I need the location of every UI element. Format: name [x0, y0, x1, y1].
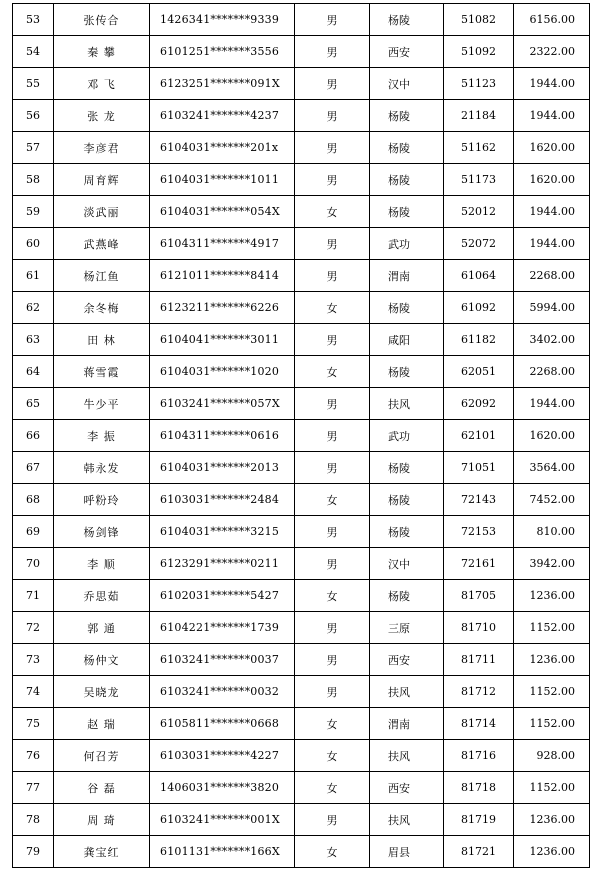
row-number-cell: 73 — [13, 644, 54, 676]
name-cell: 何召芳 — [54, 740, 150, 772]
table-row — [13, 260, 590, 292]
gender-cell: 男 — [295, 612, 370, 644]
place-cell: 杨陵 — [370, 4, 444, 36]
table-body — [13, 4, 590, 868]
amount-cell: 1944.00 — [514, 388, 590, 420]
id-number-cell: 6104031*******1011 — [150, 164, 295, 196]
amount-cell: 2268.00 — [514, 356, 590, 388]
gender-cell: 女 — [295, 836, 370, 868]
gender-cell: 男 — [295, 644, 370, 676]
row-number-cell: 68 — [13, 484, 54, 516]
place-cell: 西安 — [370, 644, 444, 676]
row-number-cell: 64 — [13, 356, 54, 388]
gender-cell: 男 — [295, 516, 370, 548]
code-cell: 61182 — [444, 324, 514, 356]
table-row — [13, 676, 590, 708]
code-cell: 72161 — [444, 548, 514, 580]
amount-cell: 3402.00 — [514, 324, 590, 356]
code-cell: 62092 — [444, 388, 514, 420]
code-cell: 81712 — [444, 676, 514, 708]
name-cell: 谷 磊 — [54, 772, 150, 804]
id-number-cell: 6104311*******0616 — [150, 420, 295, 452]
name-cell: 赵 瑞 — [54, 708, 150, 740]
name-cell: 淡武丽 — [54, 196, 150, 228]
gender-cell: 男 — [295, 132, 370, 164]
amount-cell: 7452.00 — [514, 484, 590, 516]
place-cell: 杨陵 — [370, 196, 444, 228]
code-cell: 51173 — [444, 164, 514, 196]
place-cell: 杨陵 — [370, 292, 444, 324]
table-row — [13, 548, 590, 580]
place-cell: 杨陵 — [370, 452, 444, 484]
table-row — [13, 292, 590, 324]
place-cell: 扶风 — [370, 388, 444, 420]
table-row — [13, 644, 590, 676]
id-number-cell: 6104031*******1020 — [150, 356, 295, 388]
table-row — [13, 740, 590, 772]
amount-cell: 1152.00 — [514, 708, 590, 740]
row-number-cell: 63 — [13, 324, 54, 356]
amount-cell: 1152.00 — [514, 772, 590, 804]
name-cell: 武燕峰 — [54, 228, 150, 260]
code-cell: 81710 — [444, 612, 514, 644]
place-cell: 三原 — [370, 612, 444, 644]
gender-cell: 女 — [295, 772, 370, 804]
id-number-cell: 6105811*******0668 — [150, 708, 295, 740]
place-cell: 杨陵 — [370, 580, 444, 612]
name-cell: 邓 飞 — [54, 68, 150, 100]
place-cell: 杨陵 — [370, 100, 444, 132]
table-row — [13, 516, 590, 548]
table-row — [13, 356, 590, 388]
gender-cell: 男 — [295, 164, 370, 196]
table-row — [13, 132, 590, 164]
place-cell: 渭南 — [370, 260, 444, 292]
place-cell: 咸阳 — [370, 324, 444, 356]
id-number-cell: 6102031*******5427 — [150, 580, 295, 612]
gender-cell: 女 — [295, 580, 370, 612]
amount-cell: 1152.00 — [514, 612, 590, 644]
code-cell: 52072 — [444, 228, 514, 260]
code-cell: 72153 — [444, 516, 514, 548]
table-row — [13, 164, 590, 196]
data-table — [12, 3, 590, 868]
name-cell: 韩永发 — [54, 452, 150, 484]
amount-cell: 810.00 — [514, 516, 590, 548]
name-cell: 周 琦 — [54, 804, 150, 836]
place-cell: 杨陵 — [370, 516, 444, 548]
id-number-cell: 6104221*******1739 — [150, 612, 295, 644]
id-number-cell: 6101251*******3556 — [150, 36, 295, 68]
id-number-cell: 6123291*******0211 — [150, 548, 295, 580]
id-number-cell: 6104031*******201x — [150, 132, 295, 164]
row-number-cell: 65 — [13, 388, 54, 420]
table-row — [13, 580, 590, 612]
place-cell: 杨陵 — [370, 164, 444, 196]
amount-cell: 3564.00 — [514, 452, 590, 484]
table-row — [13, 4, 590, 36]
id-number-cell: 6104031*******2013 — [150, 452, 295, 484]
name-cell: 杨江鱼 — [54, 260, 150, 292]
row-number-cell: 61 — [13, 260, 54, 292]
gender-cell: 男 — [295, 36, 370, 68]
code-cell: 52012 — [444, 196, 514, 228]
table-row — [13, 36, 590, 68]
amount-cell: 1620.00 — [514, 132, 590, 164]
place-cell: 西安 — [370, 772, 444, 804]
row-number-cell: 53 — [13, 4, 54, 36]
table-row — [13, 324, 590, 356]
name-cell: 吴晓龙 — [54, 676, 150, 708]
table-row — [13, 420, 590, 452]
table-row — [13, 100, 590, 132]
table-row — [13, 836, 590, 868]
name-cell: 郭 通 — [54, 612, 150, 644]
gender-cell: 男 — [295, 100, 370, 132]
id-number-cell: 6104311*******4917 — [150, 228, 295, 260]
table-row — [13, 388, 590, 420]
row-number-cell: 59 — [13, 196, 54, 228]
amount-cell: 2322.00 — [514, 36, 590, 68]
gender-cell: 男 — [295, 676, 370, 708]
place-cell: 汉中 — [370, 548, 444, 580]
place-cell: 扶风 — [370, 676, 444, 708]
gender-cell: 女 — [295, 740, 370, 772]
gender-cell: 女 — [295, 356, 370, 388]
gender-cell: 男 — [295, 388, 370, 420]
id-number-cell: 6103241*******4237 — [150, 100, 295, 132]
place-cell: 杨陵 — [370, 484, 444, 516]
table-row — [13, 68, 590, 100]
name-cell: 乔思茹 — [54, 580, 150, 612]
place-cell: 眉县 — [370, 836, 444, 868]
code-cell: 71051 — [444, 452, 514, 484]
gender-cell: 男 — [295, 68, 370, 100]
gender-cell: 男 — [295, 420, 370, 452]
gender-cell: 男 — [295, 804, 370, 836]
table-row — [13, 228, 590, 260]
gender-cell: 男 — [295, 548, 370, 580]
table-row — [13, 196, 590, 228]
amount-cell: 1620.00 — [514, 420, 590, 452]
amount-cell: 1944.00 — [514, 100, 590, 132]
amount-cell: 1236.00 — [514, 580, 590, 612]
table-row — [13, 452, 590, 484]
name-cell: 周育辉 — [54, 164, 150, 196]
code-cell: 51162 — [444, 132, 514, 164]
amount-cell: 1944.00 — [514, 196, 590, 228]
table-row — [13, 708, 590, 740]
place-cell: 杨陵 — [370, 132, 444, 164]
place-cell: 扶风 — [370, 804, 444, 836]
row-number-cell: 60 — [13, 228, 54, 260]
amount-cell: 1236.00 — [514, 644, 590, 676]
gender-cell: 女 — [295, 484, 370, 516]
row-number-cell: 57 — [13, 132, 54, 164]
place-cell: 扶风 — [370, 740, 444, 772]
code-cell: 62051 — [444, 356, 514, 388]
name-cell: 余冬梅 — [54, 292, 150, 324]
id-number-cell: 6104031*******3215 — [150, 516, 295, 548]
amount-cell: 2268.00 — [514, 260, 590, 292]
table-row — [13, 484, 590, 516]
id-number-cell: 6103241*******0032 — [150, 676, 295, 708]
id-number-cell: 1426341*******9339 — [150, 4, 295, 36]
amount-cell: 5994.00 — [514, 292, 590, 324]
amount-cell: 1236.00 — [514, 836, 590, 868]
id-number-cell: 6104031*******054X — [150, 196, 295, 228]
place-cell: 武功 — [370, 420, 444, 452]
place-cell: 西安 — [370, 36, 444, 68]
id-number-cell: 6101131*******166X — [150, 836, 295, 868]
code-cell: 81721 — [444, 836, 514, 868]
id-number-cell: 6103031*******2484 — [150, 484, 295, 516]
code-cell: 81719 — [444, 804, 514, 836]
row-number-cell: 66 — [13, 420, 54, 452]
name-cell: 杨仲文 — [54, 644, 150, 676]
name-cell: 李 振 — [54, 420, 150, 452]
code-cell: 81716 — [444, 740, 514, 772]
name-cell: 蒋雪霞 — [54, 356, 150, 388]
row-number-cell: 71 — [13, 580, 54, 612]
table-row — [13, 612, 590, 644]
amount-cell: 6156.00 — [514, 4, 590, 36]
name-cell: 张 龙 — [54, 100, 150, 132]
name-cell: 李 顺 — [54, 548, 150, 580]
gender-cell: 男 — [295, 452, 370, 484]
amount-cell: 1944.00 — [514, 228, 590, 260]
name-cell: 张传合 — [54, 4, 150, 36]
id-number-cell: 6121011*******8414 — [150, 260, 295, 292]
gender-cell: 男 — [295, 324, 370, 356]
place-cell: 杨陵 — [370, 356, 444, 388]
row-number-cell: 72 — [13, 612, 54, 644]
id-number-cell: 6123211*******6226 — [150, 292, 295, 324]
id-number-cell: 6103241*******057X — [150, 388, 295, 420]
amount-cell: 928.00 — [514, 740, 590, 772]
code-cell: 81714 — [444, 708, 514, 740]
place-cell: 武功 — [370, 228, 444, 260]
code-cell: 62101 — [444, 420, 514, 452]
row-number-cell: 75 — [13, 708, 54, 740]
id-number-cell: 6123251*******091X — [150, 68, 295, 100]
name-cell: 田 林 — [54, 324, 150, 356]
amount-cell: 1236.00 — [514, 804, 590, 836]
row-number-cell: 58 — [13, 164, 54, 196]
row-number-cell: 54 — [13, 36, 54, 68]
code-cell: 81718 — [444, 772, 514, 804]
code-cell: 81705 — [444, 580, 514, 612]
code-cell: 81711 — [444, 644, 514, 676]
gender-cell: 男 — [295, 4, 370, 36]
amount-cell: 3942.00 — [514, 548, 590, 580]
id-number-cell: 6103031*******4227 — [150, 740, 295, 772]
id-number-cell: 6103241*******0037 — [150, 644, 295, 676]
name-cell: 李彦君 — [54, 132, 150, 164]
row-number-cell: 79 — [13, 836, 54, 868]
id-number-cell: 6104041*******3011 — [150, 324, 295, 356]
table-row — [13, 804, 590, 836]
code-cell: 61064 — [444, 260, 514, 292]
name-cell: 秦 攀 — [54, 36, 150, 68]
row-number-cell: 56 — [13, 100, 54, 132]
row-number-cell: 70 — [13, 548, 54, 580]
gender-cell: 男 — [295, 260, 370, 292]
amount-cell: 1944.00 — [514, 68, 590, 100]
row-number-cell: 78 — [13, 804, 54, 836]
code-cell: 21184 — [444, 100, 514, 132]
row-number-cell: 76 — [13, 740, 54, 772]
code-cell: 51123 — [444, 68, 514, 100]
code-cell: 61092 — [444, 292, 514, 324]
row-number-cell: 62 — [13, 292, 54, 324]
name-cell: 杨剑锋 — [54, 516, 150, 548]
gender-cell: 女 — [295, 196, 370, 228]
place-cell: 渭南 — [370, 708, 444, 740]
id-number-cell: 1406031*******3820 — [150, 772, 295, 804]
row-number-cell: 67 — [13, 452, 54, 484]
row-number-cell: 77 — [13, 772, 54, 804]
place-cell: 汉中 — [370, 68, 444, 100]
amount-cell: 1152.00 — [514, 676, 590, 708]
name-cell: 呼粉玲 — [54, 484, 150, 516]
row-number-cell: 55 — [13, 68, 54, 100]
code-cell: 51092 — [444, 36, 514, 68]
gender-cell: 男 — [295, 228, 370, 260]
code-cell: 51082 — [444, 4, 514, 36]
amount-cell: 1620.00 — [514, 164, 590, 196]
id-number-cell: 6103241*******001X — [150, 804, 295, 836]
name-cell: 牛少平 — [54, 388, 150, 420]
row-number-cell: 74 — [13, 676, 54, 708]
name-cell: 龚宝红 — [54, 836, 150, 868]
code-cell: 72143 — [444, 484, 514, 516]
gender-cell: 女 — [295, 292, 370, 324]
gender-cell: 女 — [295, 708, 370, 740]
row-number-cell: 69 — [13, 516, 54, 548]
table-row — [13, 772, 590, 804]
